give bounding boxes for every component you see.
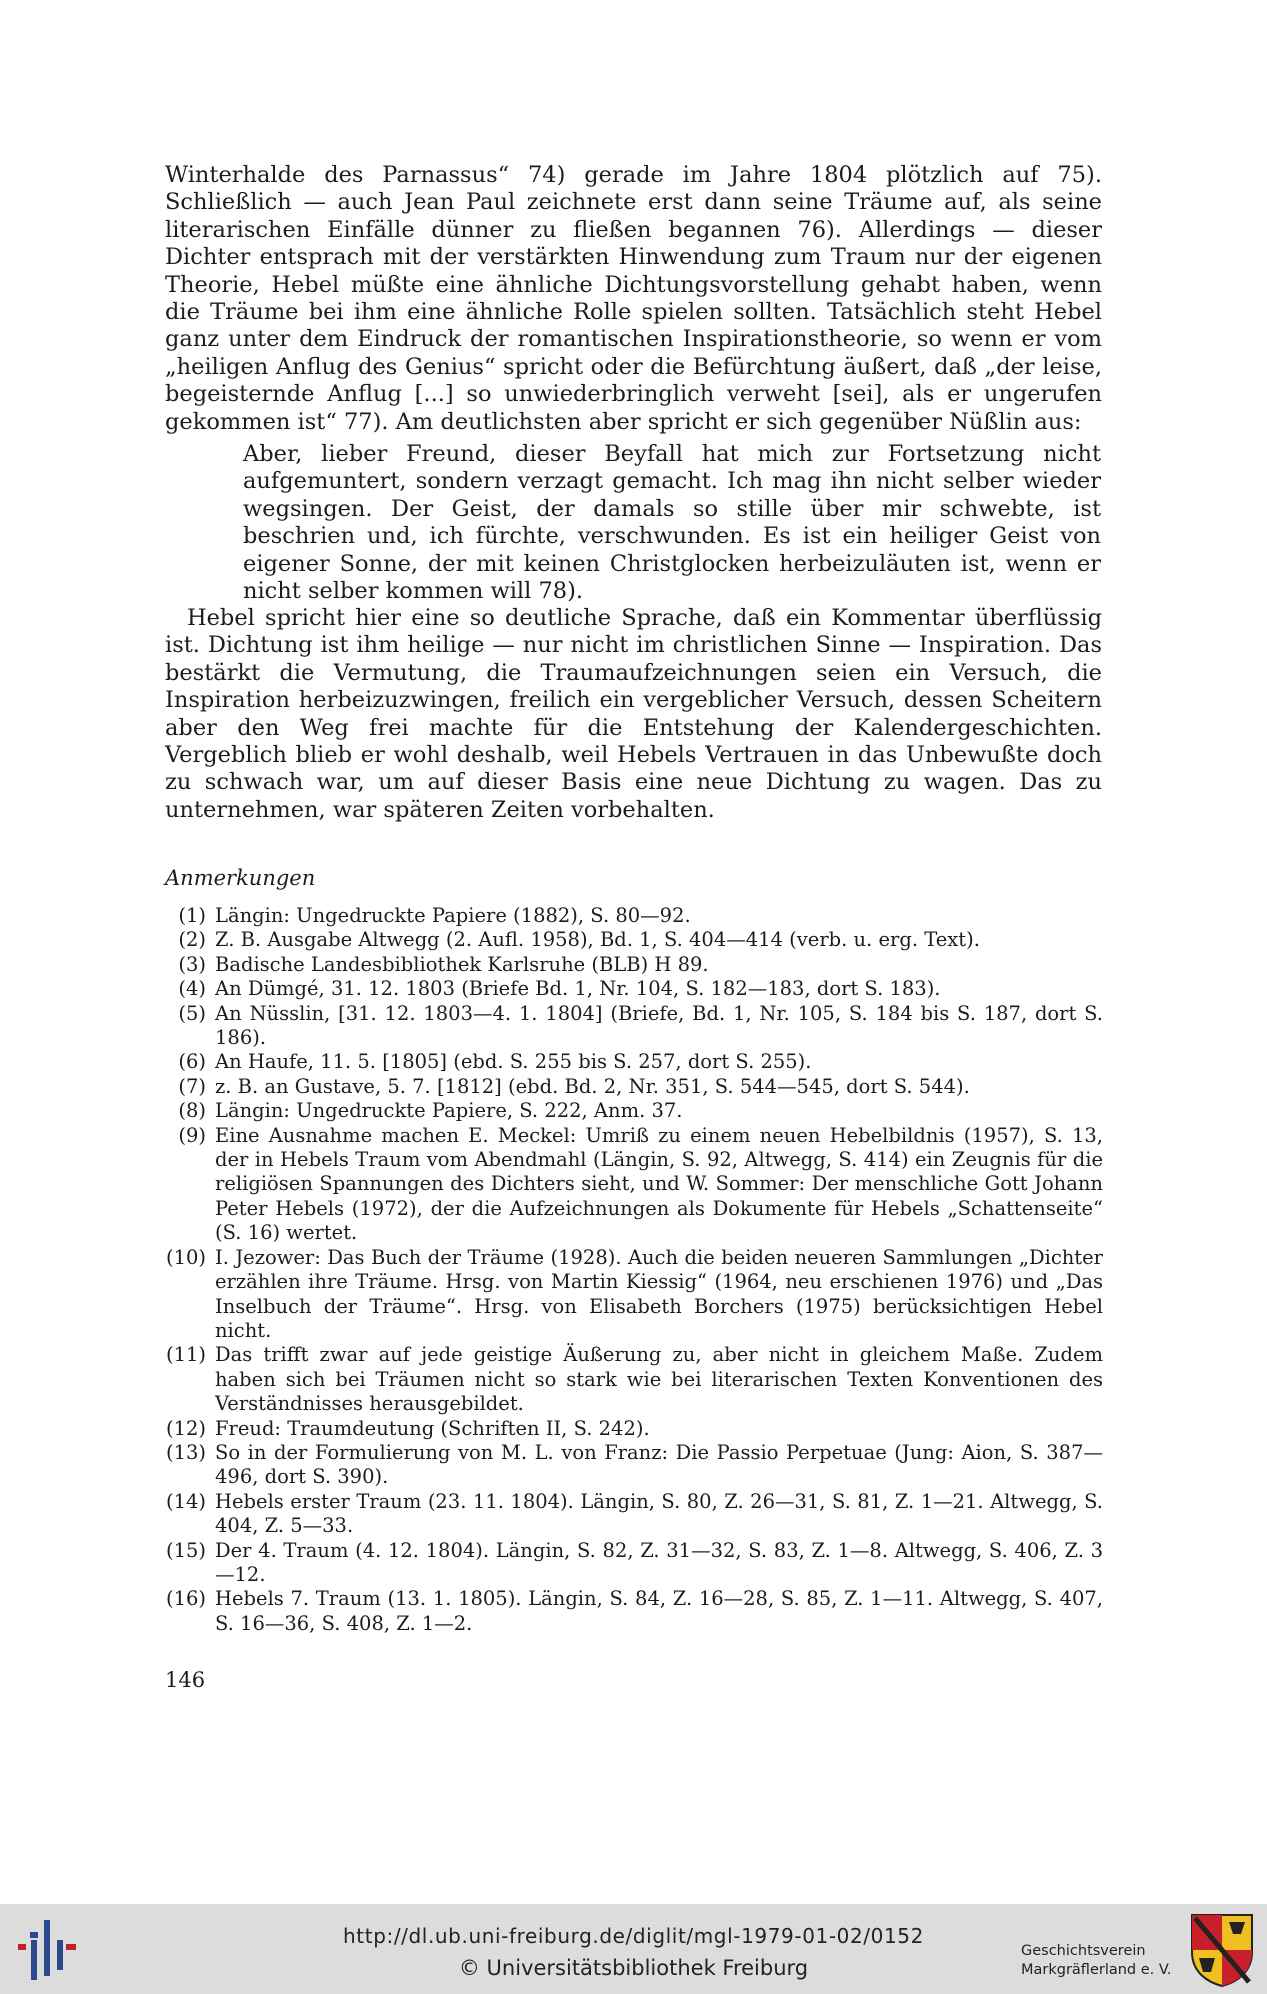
note-text: An Haufe, 11. 5. [1805] (ebd. S. 255 bis S. 257, dort S. 255). (215, 1050, 812, 1074)
note-number: (3) (178, 952, 206, 976)
society-line-1: Geschichtsverein (1021, 1943, 1146, 1959)
society-name (1021, 1942, 1172, 1980)
note-number: (12) (165, 1416, 206, 1440)
note-item (163, 1002, 1103, 1051)
note-item (163, 1417, 1103, 1441)
note-text: Badische Landesbibliothek Karlsruhe (BLB) H 89. (215, 952, 709, 976)
note-number: (8) (178, 1099, 206, 1123)
note-item (163, 1343, 1103, 1416)
note-number: (14) (165, 1489, 206, 1513)
note-text: An Dümgé, 31. 12. 1803 (Briefe Bd. 1, Nr. 104, S. 182—183, dort S. 183). (215, 977, 941, 1001)
body-paragraph-2: Hebel spricht hier eine so deutliche Sprache, daß ein Kommentar überflüssig ist. Dichtung ist ihm heilige — nur nicht im christlichen Sinne — Inspiration. Das bestärkt die Vermutung, die Traumaufzeichnungen seien ein Versuch, die Inspiration herbeizuzwingen, freilich ein vergeblicher Versuch, dessen Scheitern aber den Weg frei machte für die Entstehung der Kalendergeschichten. Vergeblich blieb er wohl deshalb, weil Hebels Vertrauen in das Unbewußte doch zu schwach war, um auf dieser Basis eine neue Dichtung zu wagen. Das zu unternehmen, war späteren Zeiten vorbehalten. (165, 605, 1102, 823)
note-text: z. B. an Gustave, 5. 7. [1812] (ebd. Bd. 2, Nr. 351, S. 544—545, dort S. 544). (215, 1074, 970, 1098)
note-number: (1) (178, 904, 206, 927)
footer-bar (0, 1904, 1267, 1994)
note-text: Längin: Ungedruckte Papiere (1882), S. 80—92. (215, 904, 691, 927)
note-number: (11) (165, 1343, 206, 1367)
body-paragraph-1: Winterhalde des Parnassus“ 74) gerade im Jahre 1804 plötzlich auf 75). Schließlich — auch Jean Paul zeichnete erst dann seine Träume auf, als seine literarischen Einfälle dünner zu fließen begannen 76). Allerdings — dieser Dichter entsprach mit der verstärkten Hinwendung zum Traum nur der eigenen Theorie, Hebel müßte eine ähnliche Dichtungsvorstellung gehabt haben, wenn die Träume bei ihm eine ähnliche Rolle spielen sollten. Tatsächlich steht Hebel ganz unter dem Eindruck der romantischen Inspirationstheorie, so wenn er vom „heiligen Anflug des Genius“ spricht oder die Befürchtung äußert, daß „der leise, begeisternde Anflug [...] so unwiederbringlich verweht [sei], als er ungerufen gekommen ist“ 77). Am deutlichsten aber spricht er sich gegenüber Nüßlin aus: (165, 162, 1102, 435)
note-item (163, 904, 1103, 928)
note-item (163, 977, 1103, 1001)
note-text: So in der Formulierung von M. L. von Franz: Die Passio Perpetuae (Jung: Aion, S. 387—496, dort S. 390). (215, 1440, 1103, 1489)
page-number: 146 (165, 1668, 206, 1692)
note-number: (13) (165, 1440, 206, 1464)
note-number: (5) (178, 1001, 206, 1025)
note-text: Z. B. Ausgabe Altwegg (2. Aufl. 1958), Bd. 1, S. 404—414 (verb. u. erg. Text). (215, 928, 980, 952)
block-quote: Aber, lieber Freund, dieser Beyfall hat mich zur Fortsetzung nicht aufgemuntert, sondern verzagt gemacht. Ich mag ihn nicht selber wieder wegsingen. Der Geist, der damals so stille über mir schwebte, ist beschrien und, ich fürchte, verschwunden. Es ist ein heiliger Geist von eigener Sonne, der mit keinen Christglocken herbeizuläuten ist, wenn er nicht selber kommen will 78). (243, 441, 1101, 605)
note-text: An Nüsslin, [31. 12. 1803—4. 1. 1804] (Briefe, Bd. 1, Nr. 105, S. 184 bis S. 187, dort S. 186). (215, 1001, 1103, 1050)
note-text: I. Jezower: Das Buch der Träume (1928). Auch die beiden neueren Sammlungen „Dichter erzählen ihre Träume. Hrsg. von Martin Kiessig“ (1964, neu erschienen 1976) und „Das Inselbuch der Träume“. Hrsg. von Elisabeth Borchers (1975) berücksichtigen Hebel nicht. (215, 1245, 1103, 1342)
footer-copyright: © Universitätsbibliothek Freiburg (458, 1956, 809, 1980)
note-item (163, 1124, 1103, 1246)
note-number: (4) (178, 977, 206, 1001)
note-item (163, 1587, 1103, 1636)
note-number: (10) (165, 1245, 206, 1269)
note-text: Hebels erster Traum (23. 11. 1804). Längin, S. 80, Z. 26—31, S. 81, Z. 1—21. Altwegg, S. 404, Z. 5—33. (215, 1489, 1103, 1538)
note-text: Das trifft zwar auf jede geistige Äußerung zu, aber nicht in gleichem Maße. Zudem haben sich bei Träumen nicht so stark wie bei literarischen Texten Konventionen des Verständnisses herausgebildet. (215, 1343, 1103, 1416)
note-item (163, 928, 1103, 952)
note-number: (16) (165, 1587, 206, 1611)
note-number: (7) (178, 1074, 206, 1098)
note-text: Längin: Ungedruckte Papiere, S. 222, Anm. 37. (215, 1099, 683, 1123)
note-number: (6) (178, 1050, 206, 1074)
note-item (163, 953, 1103, 977)
note-text: Der 4. Traum (4. 12. 1804). Längin, S. 82, Z. 31—32, S. 83, Z. 1—8. Altwegg, S. 406, Z. 3—12. (215, 1538, 1103, 1586)
note-item (163, 1099, 1103, 1123)
notes-heading: Anmerkungen (165, 866, 316, 890)
note-item (163, 1050, 1103, 1074)
coat-of-arms-icon (1189, 1912, 1255, 1988)
note-text: Eine Ausnahme machen E. Meckel: Umriß zu einem neuen Hebelbildnis (1957), S. 13, der in Hebels Traum vom Abendmahl (Längin, S. 92, Altwegg, S. 414) ein Zeugnis für die religiösen Spannungen des Dichters sieht, und W. Sommer: Der menschliche Gott Johann Peter Hebels (1972), der die Aufzeichnungen als Dokumente für Hebels „Schattenseite“ (S. 16) wertet. (215, 1123, 1103, 1245)
note-number: (15) (165, 1538, 206, 1562)
note-number: (2) (178, 928, 206, 952)
note-item (163, 1246, 1103, 1344)
note-text: Freud: Traumdeutung (Schriften II, S. 242). (215, 1416, 650, 1440)
note-item (163, 1075, 1103, 1099)
footer-url[interactable]: http://dl.ub.uni-freiburg.de/diglit/mgl-1979-01-02/0152 (343, 1924, 924, 1948)
note-item (163, 1490, 1103, 1539)
notes-list (163, 904, 1103, 1636)
note-number: (9) (178, 1123, 206, 1147)
note-item (163, 1539, 1103, 1588)
note-item (163, 1441, 1103, 1490)
society-line-2: Markgräflerland e. V. (1021, 1962, 1172, 1978)
note-text: Hebels 7. Traum (13. 1. 1805). Längin, S. 84, Z. 16—28, S. 85, Z. 1—11. Altwegg, S. 407, S. 16—36, S. 408, Z. 1—2. (215, 1587, 1103, 1635)
